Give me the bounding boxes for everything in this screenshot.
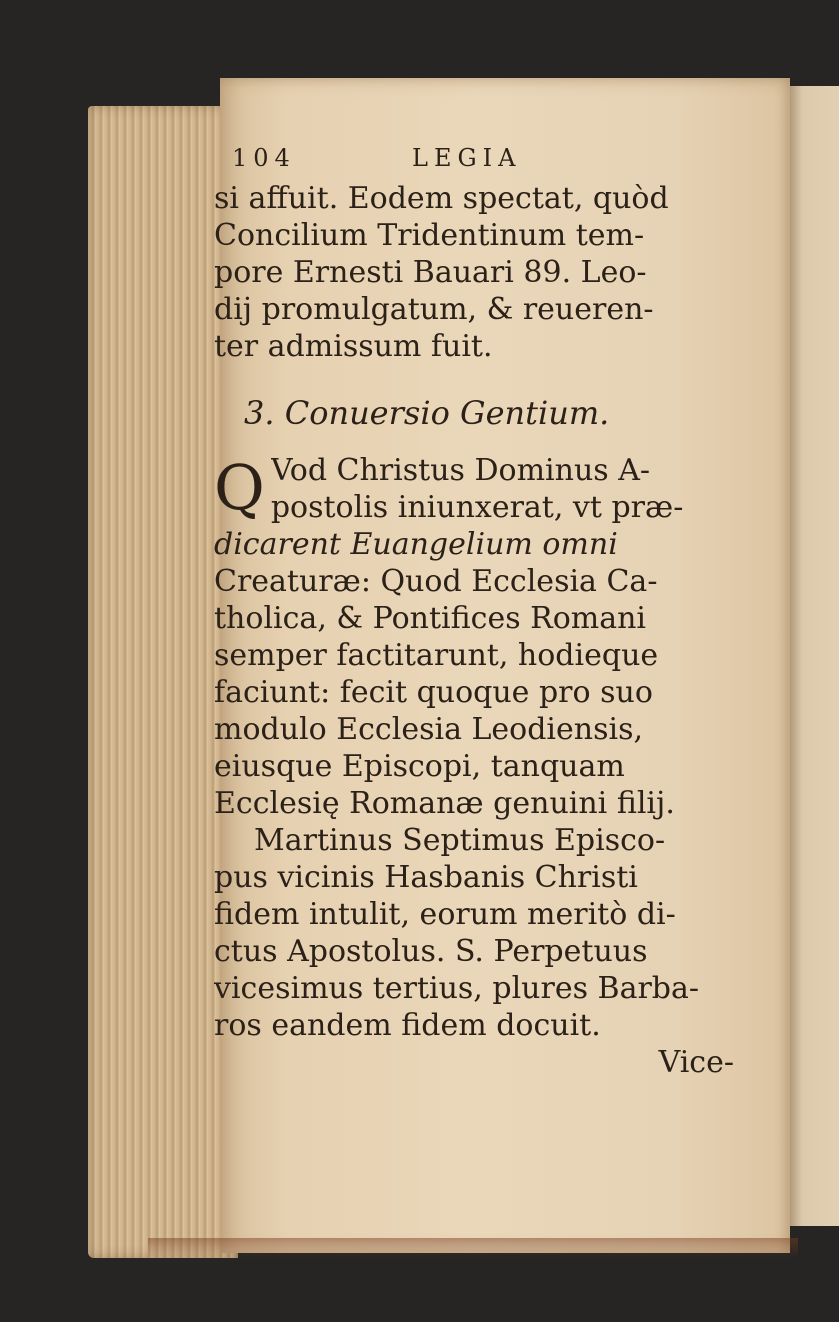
text-line: dij promulgatum, & reueren-	[214, 292, 654, 327]
text-line: fidem intulit, eorum meritò di-	[214, 897, 676, 932]
text-line: eiusque Episcopi, tanquam	[214, 749, 625, 784]
catchword: Vice-	[658, 1045, 734, 1080]
text-line: ctus Apostolus. S. Perpetuus	[214, 934, 648, 969]
text-line: pore Ernesti Bauari 89. Leo-	[214, 255, 647, 290]
text-line: ter admissum fuit.	[214, 329, 493, 364]
text-line: Martinus Septimus Episco-	[254, 823, 666, 858]
running-head	[214, 140, 754, 180]
text-line: ros eandem fidem docuit.	[214, 1008, 601, 1043]
paragraph-1	[214, 180, 754, 365]
text-line: faciunt: fecit quoque pro suo	[214, 675, 653, 710]
paragraph-2	[214, 452, 754, 822]
text-line: vicesimus tertius, plures Barba-	[214, 971, 700, 1006]
text-line: modulo Ecclesia Leodiensis,	[214, 712, 644, 747]
paragraph-3	[214, 822, 754, 1044]
right-page-edge	[790, 86, 839, 1226]
text-line: Creaturæ: Quod Ecclesia Ca-	[214, 564, 658, 599]
text-line: dicarent Euangelium omni	[214, 527, 618, 562]
text-line: semper factitarunt, hodieque	[214, 638, 659, 673]
running-title: LEGIA	[412, 144, 522, 172]
text-line: pus vicinis Hasbanis Christi	[214, 860, 638, 895]
text-line: si affuit. Eodem spectat, quòd	[214, 181, 669, 216]
text-line: Ecclesię Romanæ genuini filij.	[214, 786, 675, 821]
page-text	[214, 140, 754, 1081]
section-heading: 3. Conuersio Gentium.	[244, 394, 610, 432]
text-line: Concilium Tridentinum tem-	[214, 218, 645, 253]
page-number: 104	[232, 144, 296, 172]
text-line: Vod Christus Dominus A-	[270, 453, 651, 488]
text-line: postolis iniunxerat, vt præ-	[270, 490, 684, 525]
drop-cap: Q	[214, 451, 265, 524]
text-line: tholica, & Pontifices Romani	[214, 601, 647, 636]
binding-shadow	[148, 1238, 798, 1258]
